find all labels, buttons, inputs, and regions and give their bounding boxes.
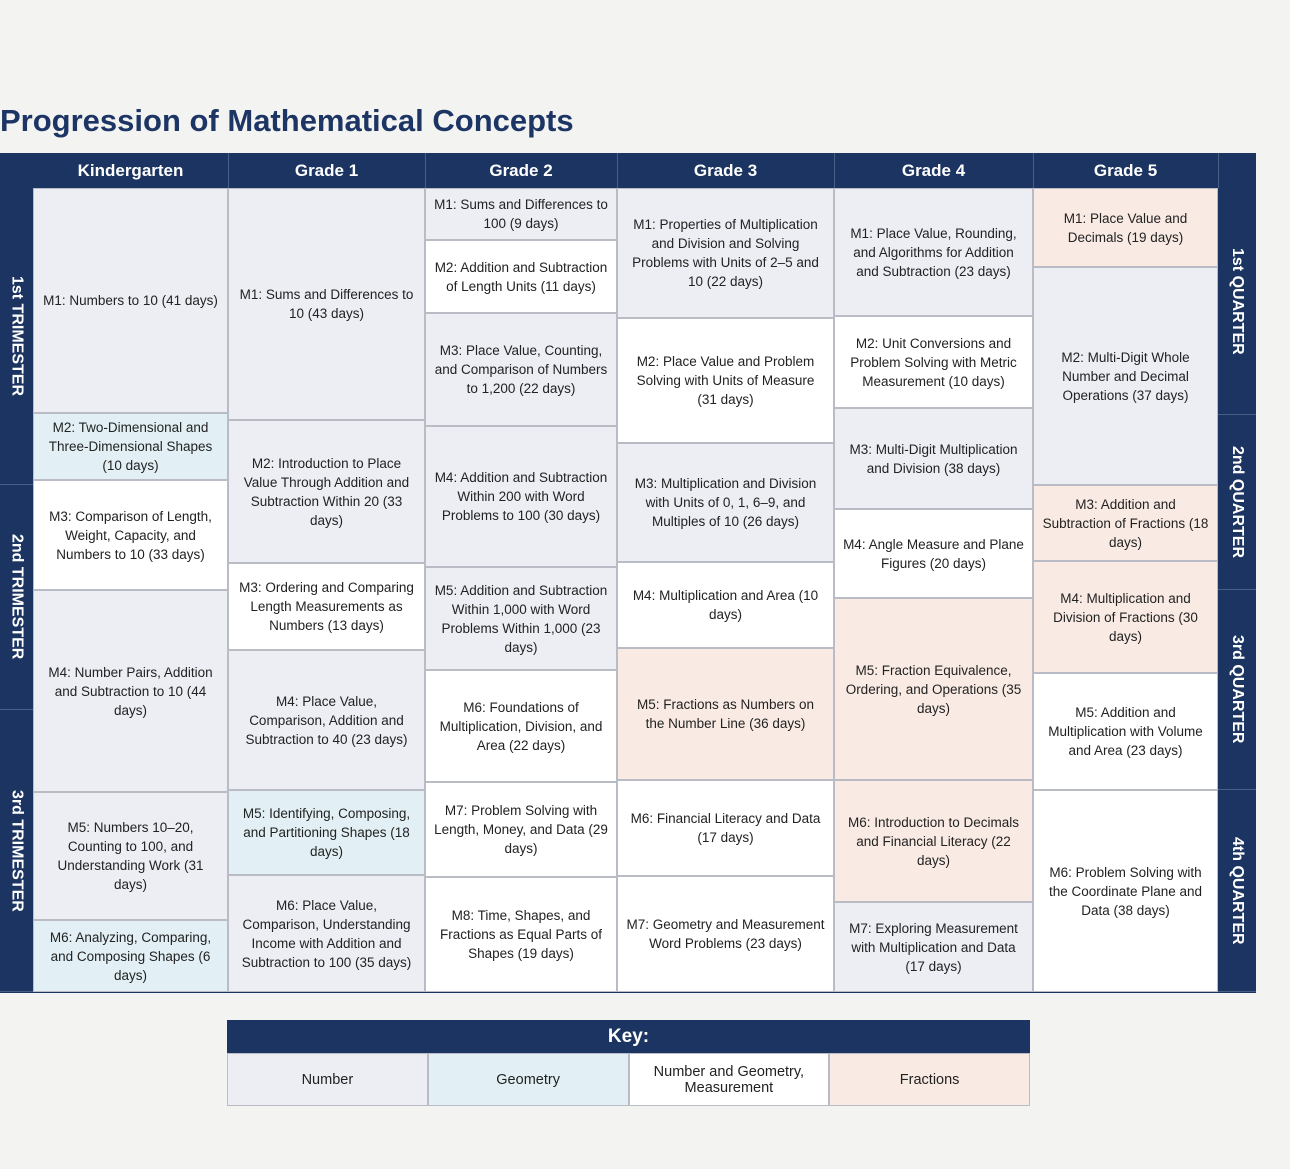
trimester-label: 3rd TRIMESTER (0, 710, 33, 992)
module-cell: M6: Financial Literacy and Data (17 days) (617, 780, 834, 876)
quarter-label: 2nd QUARTER (1218, 415, 1256, 590)
module-cell: M5: Addition and Multiplication with Volume and Area (23 days) (1033, 673, 1218, 790)
module-cell: M6: Place Value, Comparison, Understanding Income with Addition and Subtraction to 100 (35 days) (228, 875, 425, 992)
trimester-label: 2nd TRIMESTER (0, 485, 33, 710)
grade-header: Grade 2 (425, 153, 618, 188)
module-cell: M1: Properties of Multiplication and Division and Solving Problems with Units of 2–5 and 10 (22 days) (617, 188, 834, 318)
module-cell: M1: Place Value and Decimals (19 days) (1033, 188, 1218, 267)
key-item: Number and Geometry, Measurement (629, 1053, 830, 1106)
module-cell: M4: Addition and Subtraction Within 200 with Word Problems to 100 (30 days) (425, 426, 617, 567)
progression-table (0, 153, 1256, 993)
module-cell: M6: Introduction to Decimals and Financial Literacy (22 days) (834, 780, 1033, 902)
module-cell: M4: Angle Measure and Plane Figures (20 days) (834, 509, 1033, 598)
grade-header: Grade 3 (617, 153, 835, 188)
grade-header: Grade 5 (1033, 153, 1219, 188)
key-item: Fractions (829, 1053, 1030, 1106)
key-item: Geometry (428, 1053, 629, 1106)
module-cell: M8: Time, Shapes, and Fractions as Equal Parts of Shapes (19 days) (425, 877, 617, 992)
key-title: Key: (227, 1020, 1030, 1053)
module-cell: M6: Analyzing, Comparing, and Composing Shapes (6 days) (33, 920, 228, 992)
page-title: Progression of Mathematical Concepts (0, 103, 574, 138)
grade-header: Grade 1 (228, 153, 426, 188)
module-cell: M3: Ordering and Comparing Length Measurements as Numbers (13 days) (228, 563, 425, 650)
module-cell: M6: Problem Solving with the Coordinate Plane and Data (38 days) (1033, 790, 1218, 992)
module-cell: M2: Addition and Subtraction of Length Units (11 days) (425, 240, 617, 313)
module-cell: M5: Addition and Subtraction Within 1,000 with Word Problems Within 1,000 (23 days) (425, 567, 617, 670)
module-cell: M7: Exploring Measurement with Multiplication and Data (17 days) (834, 902, 1033, 992)
key-item: Number (227, 1053, 428, 1106)
module-cell: M4: Multiplication and Division of Fractions (30 days) (1033, 561, 1218, 673)
module-cell: M7: Problem Solving with Length, Money, and Data (29 days) (425, 782, 617, 877)
quarter-label: 1st QUARTER (1218, 188, 1256, 415)
module-cell: M4: Multiplication and Area (10 days) (617, 562, 834, 648)
module-cell: M3: Addition and Subtraction of Fractions (18 days) (1033, 485, 1218, 561)
module-cell: M3: Comparison of Length, Weight, Capacity, and Numbers to 10 (33 days) (33, 480, 228, 590)
module-cell: M1: Place Value, Rounding, and Algorithms for Addition and Subtraction (23 days) (834, 188, 1033, 316)
module-cell: M1: Sums and Differences to 100 (9 days) (425, 188, 617, 240)
module-cell: M1: Numbers to 10 (41 days) (33, 188, 228, 413)
module-cell: M2: Introduction to Place Value Through Addition and Subtraction Within 20 (33 days) (228, 420, 425, 563)
module-cell: M3: Multiplication and Division with Units of 0, 1, 6–9, and Multiples of 10 (26 days) (617, 443, 834, 562)
module-cell: M3: Place Value, Counting, and Comparison of Numbers to 1,200 (22 days) (425, 313, 617, 426)
module-cell: M7: Geometry and Measurement Word Problems (23 days) (617, 876, 834, 992)
module-cell: M5: Numbers 10–20, Counting to 100, and Understanding Work (31 days) (33, 792, 228, 920)
quarter-label: 3rd QUARTER (1218, 590, 1256, 790)
grade-header: Kindergarten (33, 153, 229, 188)
module-cell: M4: Place Value, Comparison, Addition and Subtraction to 40 (23 days) (228, 650, 425, 790)
module-cell: M5: Fraction Equivalence, Ordering, and Operations (35 days) (834, 598, 1033, 780)
module-cell: M3: Multi-Digit Multiplication and Division (38 days) (834, 408, 1033, 509)
module-cell: M5: Identifying, Composing, and Partitioning Shapes (18 days) (228, 790, 425, 875)
trimester-label: 1st TRIMESTER (0, 188, 33, 485)
module-cell: M6: Foundations of Multiplication, Division, and Area (22 days) (425, 670, 617, 782)
color-key (227, 1020, 1030, 1106)
grade-header: Grade 4 (834, 153, 1034, 188)
module-cell: M2: Multi-Digit Whole Number and Decimal Operations (37 days) (1033, 267, 1218, 485)
module-cell: M2: Place Value and Problem Solving with Units of Measure (31 days) (617, 318, 834, 443)
module-cell: M4: Number Pairs, Addition and Subtraction to 10 (44 days) (33, 590, 228, 792)
module-cell: M2: Unit Conversions and Problem Solving with Metric Measurement (10 days) (834, 316, 1033, 408)
module-cell: M5: Fractions as Numbers on the Number Line (36 days) (617, 648, 834, 780)
module-cell: M1: Sums and Differences to 10 (43 days) (228, 188, 425, 420)
module-cell: M2: Two-Dimensional and Three-Dimensional Shapes (10 days) (33, 413, 228, 480)
quarter-label: 4th QUARTER (1218, 790, 1256, 992)
